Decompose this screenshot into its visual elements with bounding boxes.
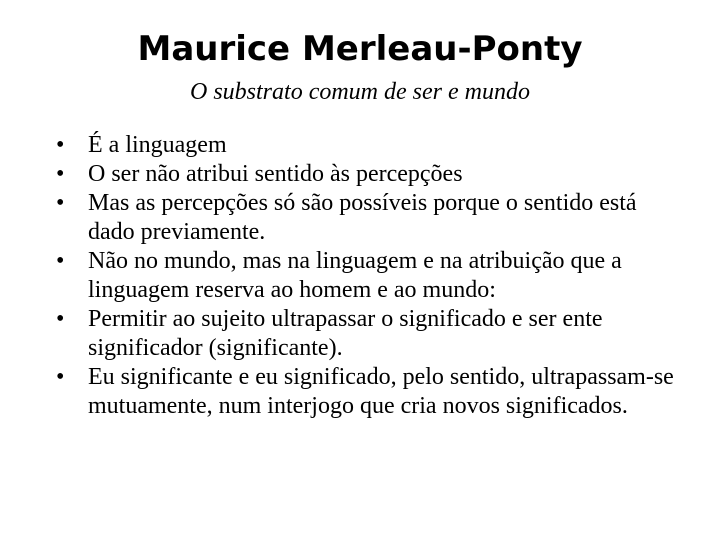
bullet-text: Permitir ao sujeito ultrapassar o significado e ser ente significador (significante). — [88, 306, 603, 361]
bullet-item — [56, 363, 676, 421]
bullet-dot-icon: • — [56, 364, 65, 390]
bullet-item — [56, 160, 676, 189]
bullet-text: É a linguagem — [88, 132, 227, 158]
bullet-text: Não no mundo, mas na linguagem e na atribuição que a linguagem reserva ao homem e ao mundo: — [88, 248, 622, 303]
bullet-item — [56, 189, 676, 247]
bullet-list — [56, 131, 676, 421]
bullet-item — [56, 247, 676, 305]
bullet-dot-icon: • — [56, 190, 65, 216]
bullet-dot-icon: • — [56, 161, 65, 187]
slide-title: Maurice Merleau-Ponty — [137, 29, 583, 69]
bullet-text: Mas as percepções só são possíveis porque o sentido está dado previamente. — [88, 190, 637, 245]
bullet-dot-icon: • — [56, 306, 65, 332]
bullet-item — [56, 131, 676, 160]
bullet-dot-icon: • — [56, 132, 65, 158]
bullet-text: Eu significante e eu significado, pelo sentido, ultrapassam-se mutuamente, num interjogo que cria novos significados. — [88, 364, 674, 419]
bullet-item — [56, 305, 676, 363]
bullet-dot-icon: • — [56, 248, 65, 274]
bullet-text: O ser não atribui sentido às percepções — [88, 161, 463, 187]
slide-subtitle: O substrato comum de ser e mundo — [190, 79, 530, 105]
